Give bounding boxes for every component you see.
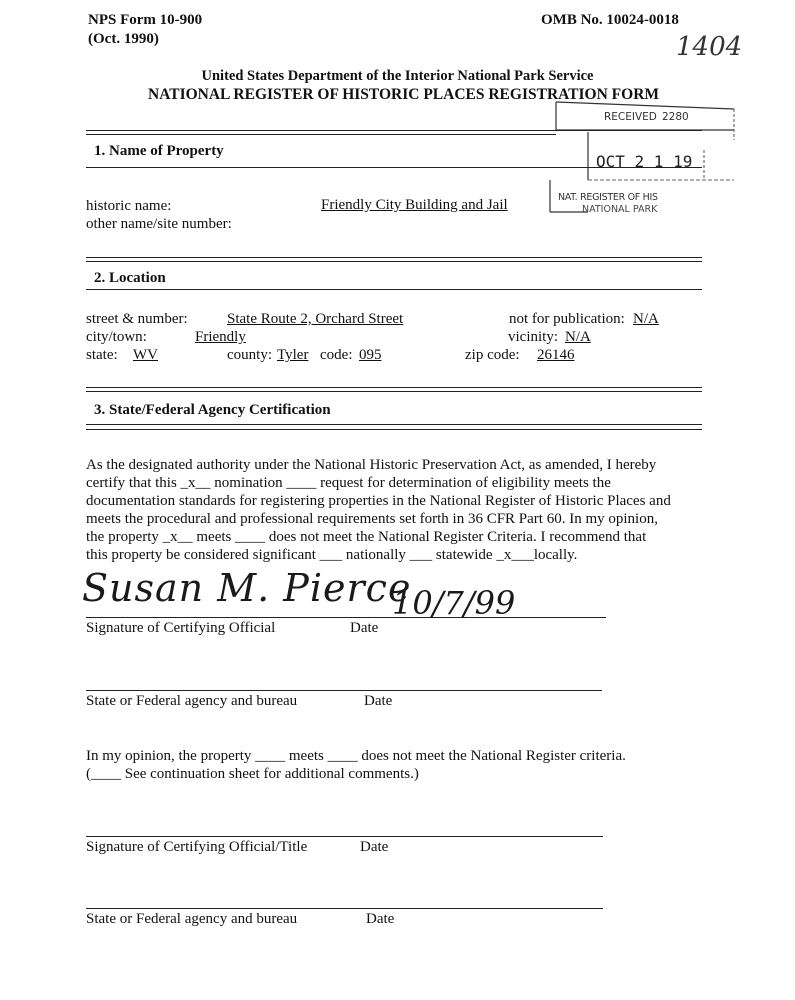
- state-value: WV: [133, 347, 158, 363]
- code-label: code:: [320, 347, 353, 363]
- cert-line-3: documentation standards for registering properties in the National Register of Historic Places and: [86, 493, 671, 509]
- section1-top-rule-2: [86, 134, 556, 135]
- cert-line-1: As the designated authority under the National Historic Preservation Act, as amended, I hereby: [86, 457, 657, 473]
- form-title: NATIONAL REGISTER OF HISTORIC PLACES REGISTRATION FORM: [148, 86, 660, 103]
- sig4-date-label: Date: [366, 911, 395, 927]
- section2-top-rule: [86, 257, 702, 258]
- city-label: city/town:: [86, 329, 147, 345]
- cert-line-6: this property be considered significant ___ nationally ___ statewide _x___locally.: [86, 547, 578, 563]
- section1-top-rule: [86, 130, 702, 131]
- county-label: county:: [227, 347, 272, 363]
- agency-name: United States Department of the Interior National Park Service: [201, 68, 594, 84]
- received-stamp: [548, 100, 738, 222]
- signature-line-4: [86, 908, 603, 909]
- section2-bottom-rule: [86, 289, 702, 290]
- cert-line-5: the property _x__ meets ____ does not meet the National Register Criteria. I recommend that: [86, 529, 647, 545]
- stamp-date: OCT 2 1 19: [596, 152, 693, 171]
- section3-heading: 3. State/Federal Agency Certification: [94, 402, 331, 418]
- street-value: State Route 2, Orchard Street: [227, 311, 404, 327]
- other-name-label: other name/site number:: [86, 216, 232, 232]
- opinion-line-1: In my opinion, the property ____ meets ____ does not meet the National Register criteria.: [86, 748, 626, 764]
- handwritten-number: 1404: [676, 32, 743, 62]
- section2-top-rule-2: [86, 261, 702, 262]
- street-label: street & number:: [86, 311, 188, 327]
- section3-bottom-rule-2: [86, 429, 702, 430]
- signature-line-1: [86, 617, 606, 618]
- sig4-label: State or Federal agency and bureau: [86, 911, 298, 927]
- historic-name-value: Friendly City Building and Jail: [321, 197, 508, 213]
- sig3-date-label: Date: [360, 839, 389, 855]
- sig1-date-label: Date: [350, 620, 379, 636]
- opinion-line-2: (____ See continuation sheet for additional comments.): [86, 766, 419, 782]
- form-date: (Oct. 1990): [88, 31, 159, 47]
- stamp-received: RECEIVED: [604, 111, 657, 123]
- not-for-publication-label: not for publication:: [509, 311, 625, 327]
- signature-line-3: [86, 836, 603, 837]
- cert-line-4: meets the procedural and professional requirements set forth in 36 CFR Part 60. In my opinion,: [86, 511, 658, 527]
- signature-line-2: [86, 690, 602, 691]
- zip-value: 26146: [537, 347, 575, 363]
- vicinity-label: vicinity:: [508, 329, 558, 345]
- section1-heading: 1. Name of Property: [94, 143, 224, 159]
- sig1-label: Signature of Certifying Official: [86, 620, 276, 636]
- vicinity-value: N/A: [565, 329, 591, 345]
- form-number: NPS Form 10-900: [88, 12, 203, 28]
- omb-number: OMB No. 10024-0018: [541, 12, 679, 28]
- county-value: Tyler: [277, 347, 309, 363]
- section1-bottom-rule: [86, 167, 702, 168]
- stamp-register-line2: NATIONAL PARK: [582, 204, 658, 215]
- zip-label: zip code:: [465, 347, 520, 363]
- sig3-label: Signature of Certifying Official/Title: [86, 839, 308, 855]
- section3-top-rule-2: [86, 391, 702, 392]
- stamp-register-line1: NAT. REGISTER OF HIS: [558, 192, 658, 203]
- section3-top-rule: [86, 387, 702, 388]
- not-for-publication-value: N/A: [633, 311, 659, 327]
- cert-line-2: certify that this _x__ nomination ____ request for determination of eligibility meets the: [86, 475, 611, 491]
- city-value: Friendly: [195, 329, 246, 345]
- handwritten-signature: Susan M. Pierce: [82, 566, 412, 610]
- handwritten-date: 10/7/99: [392, 584, 516, 622]
- state-label: state:: [86, 347, 118, 363]
- section3-bottom-rule: [86, 424, 702, 425]
- historic-name-label: historic name:: [86, 198, 172, 214]
- sig2-date-label: Date: [364, 693, 393, 709]
- sig2-label: State or Federal agency and bureau: [86, 693, 298, 709]
- stamp-number: 2280: [662, 111, 689, 123]
- code-value: 095: [359, 347, 382, 363]
- section2-heading: 2. Location: [94, 270, 166, 286]
